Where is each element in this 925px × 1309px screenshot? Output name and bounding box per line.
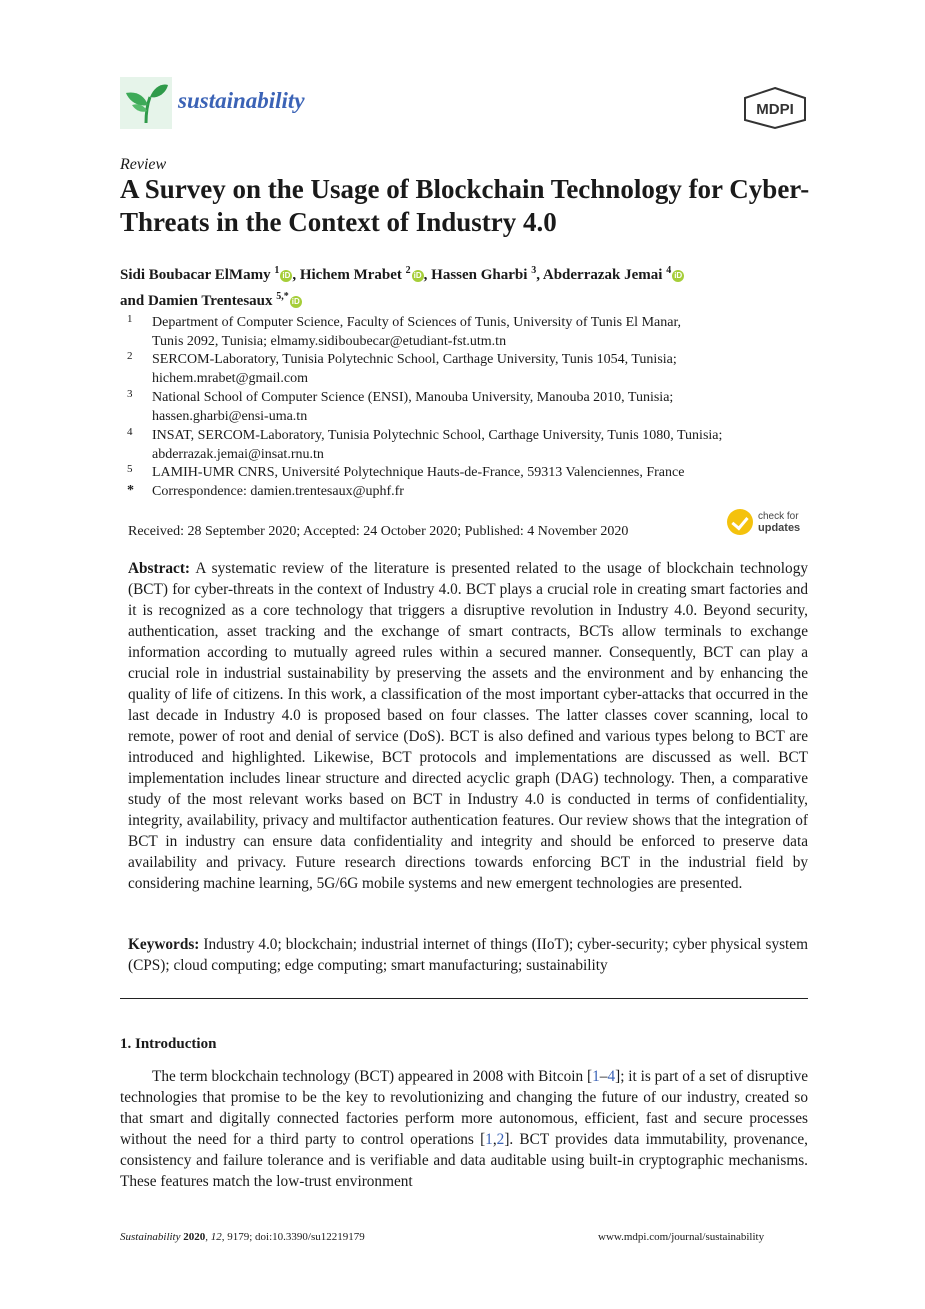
correspondence	[152, 482, 772, 501]
affiliation-line: hichem.mrabet@gmail.com	[152, 371, 308, 386]
affiliation	[152, 426, 772, 464]
affiliation-number: 2	[127, 350, 133, 362]
footer-doi: , 9179; doi:10.3390/su12219179	[221, 1231, 365, 1243]
check-updates-label: updates	[758, 522, 801, 534]
journal-name[interactable]: sustainability	[178, 88, 305, 113]
affiliation-line: hassen.gharbi@ensi-uma.tn	[152, 409, 308, 424]
section-heading: 1. Introduction	[120, 1036, 217, 1052]
affiliation-line: SERCOM-Laboratory, Tunisia Polytechnic School, Carthage University, Tunis 1054, Tunisia;	[152, 352, 677, 367]
check-updates-label: check for	[758, 511, 799, 522]
author-aff: 4	[666, 265, 672, 276]
citation-link[interactable]: 4	[607, 1068, 616, 1085]
affiliation	[152, 463, 772, 482]
orcid-icon[interactable]: iD	[413, 271, 422, 280]
article-type: Review	[120, 156, 167, 173]
intro-text: The term blockchain technology (BCT) appeared in 2008 with Bitcoin [	[152, 1068, 593, 1085]
author-name: Hassen Gharbi	[431, 267, 528, 283]
intro-text: ]; it is part of a set of disruptive technologies that promise to be the key to revolutionizing and changing the future of our industry, created so that smart and digitally connected factories perform more autonomous, efficient, fast and secure processes without the need for a third party to control operations [	[120, 1068, 809, 1148]
orcid-icon[interactable]: iD	[674, 271, 683, 280]
sprout-icon	[120, 77, 172, 129]
keywords-label: Keywords:	[128, 936, 200, 953]
affiliation-line: INSAT, SERCOM-Laboratory, Tunisia Polytechnic School, Carthage University, Tunis 1080, Tunisia;	[152, 428, 723, 443]
author-aff: 3	[531, 265, 537, 276]
affiliation-line: Correspondence: damien.trentesaux@uphf.fr	[152, 484, 404, 499]
intro-paragraph	[120, 1066, 808, 1192]
affiliation-number: 3	[127, 388, 133, 400]
article-title: A Survey on the Usage of Blockchain Technology for Cyber-Threats in the Context of Industry 4.0	[120, 174, 810, 237]
mdpi-logo[interactable]	[741, 86, 809, 135]
author-name: Damien Trentesaux	[147, 293, 273, 309]
publisher-name: MDPI	[756, 101, 794, 118]
journal-url[interactable]: www.mdpi.com/journal/sustainability	[598, 1231, 765, 1243]
author-aff: 2	[405, 265, 411, 276]
footer-journal: Sustainability	[120, 1231, 181, 1243]
intro-text: ]. BCT provides data immutability, provenance, consistency and failure tolerance and is verifiable and data auditable using built-in cryptographic mechanisms. These features match the low-trust environment	[120, 1131, 808, 1190]
orcid-icon[interactable]: iD	[282, 271, 291, 280]
affiliation-line: LAMIH-UMR CNRS, Université Polytechnique Hauts-de-France, 59313 Valenciennes, France	[152, 465, 685, 480]
citation-link[interactable]: 1	[485, 1131, 493, 1148]
affiliation-number: 4	[127, 426, 133, 438]
author-name: Abderrazak Jemai	[542, 267, 663, 283]
affiliation-line: Department of Computer Science, Faculty of Sciences of Tunis, University of Tunis El Manar,	[152, 315, 682, 330]
affiliation	[152, 313, 772, 351]
citation-footer: Sustainability 2020, 12, 9179; doi:10.3390/su12219179	[120, 1231, 365, 1243]
citation-link[interactable]: 2	[496, 1131, 505, 1148]
publication-dates: Received: 28 September 2020; Accepted: 24 October 2020; Published: 4 November 2020	[128, 524, 629, 539]
affiliation-number: 5	[127, 463, 133, 475]
abstract-text: A systematic review of the literature is presented related to the usage of blockchain technology (BCT) for cyber-threats in the context of Industry 4.0. BCT plays a crucial role in creating smart factories and it is recognized as a core technology that triggers a disruptive revolution in Industry 4.0. Beyond security, authentication, asset tracking and the exchange of smart contracts, BCTs allow terminals to exchange information according to mutually agreed rules within a secured manner. Consequently, BCT can play a crucial role in industrial sustainability by preserving the assets and the environment and by enhancing the quality of life of citizens. In this work, a classification of the most important cyber-attacks that occurred in the last decade in Industry 4.0 is proposed based on four classes. The latter classes cover scanning, local to remote, power of root and denial of service (DoS). BCT is also defined and various types belong to BCT are introduced and highlighted. Likewise, BCT protocols and implementations are discussed as well. BCT implementation includes linear structure and directed acyclic graph (DAG) technology. Then, a comparative study of the most relevant works based on BCT in Industry 4.0 is conducted in terms of confidentiality, integrity, availability, privacy and multifactor authentication features. Our review shows that the integration of BCT in industry can ensure data confidentiality and integrity and should be enforced to preserve data availability and privacy. Future research directions towards enforcing BCT in the industrial field by considering machine learning, 5G/6G mobile systems and new emergent technologies are presented.	[128, 560, 808, 892]
orcid-icon[interactable]: iD	[291, 297, 300, 306]
keywords	[128, 934, 808, 976]
citation-link[interactable]: 1	[592, 1068, 600, 1085]
affiliation-line: National School of Computer Science (ENSI), Manouba University, Manouba 2010, Tunisia;	[152, 390, 674, 405]
author-aff: 1	[274, 265, 280, 276]
abstract-label: Abstract:	[128, 560, 191, 577]
affiliation	[152, 350, 772, 388]
author-name: Sidi Boubacar ElMamy	[120, 267, 271, 283]
keywords-text: Industry 4.0; blockchain; industrial internet of things (IIoT); cyber-security; cyber physical system (CPS); cloud computing; edge computing; smart manufacturing; sustainability	[128, 936, 808, 974]
divider	[120, 998, 808, 999]
author-aff: 5,*	[276, 291, 289, 302]
correspondence-marker: *	[127, 483, 134, 498]
citation-sep: –	[599, 1068, 608, 1085]
author-conjunction: and	[120, 293, 145, 309]
author-name: Hichem Mrabet	[299, 267, 402, 283]
check-icon	[727, 509, 753, 535]
affiliation-line: Tunis 2092, Tunisia; elmamy.sidiboubecar@etudiant-fst.utm.tn	[152, 334, 507, 349]
journal-logo	[120, 77, 172, 129]
abstract	[128, 558, 808, 894]
footer-volume: 12	[210, 1231, 222, 1243]
citation-sep: ,	[492, 1131, 497, 1148]
affiliation-number: 1	[127, 313, 133, 325]
author-list: Sidi Boubacar ElMamy $^1$ iD , Hichem Mrabet $^2$ iD , Hassen Gharbi $^3$, Abderrazak Jemai $^4$ iD and Damien Trentesaux $^{5,*}$ iD	[120, 265, 683, 309]
footer-year: 2020	[183, 1231, 206, 1243]
affiliation	[152, 388, 772, 426]
affiliation-line: abderrazak.jemai@insat.rnu.tn	[152, 447, 324, 462]
